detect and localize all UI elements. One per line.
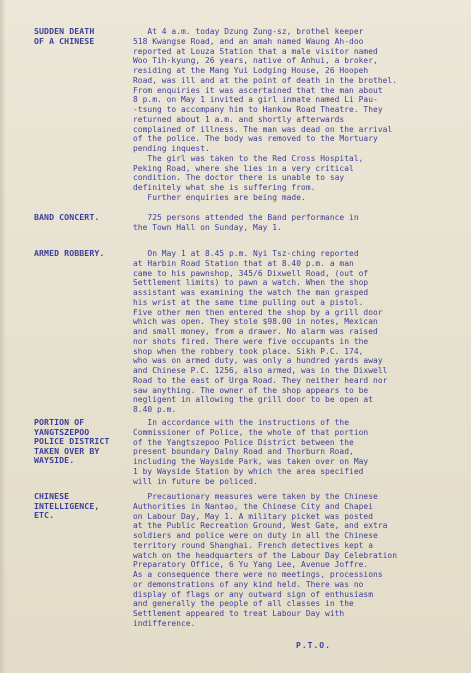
section-heading: SUDDEN DEATH OF A CHINESE — [34, 26, 95, 46]
text-line: Precautionary measures were taken by the Chinese — [133, 492, 378, 501]
text-line: Road to the east of Urga Road. They neither heard nor — [133, 375, 388, 385]
text-line: which was open. They stole $98.00 in notes, Mexican — [133, 317, 378, 327]
text-line: Settlement appeared to treat Labour Day with — [133, 609, 345, 618]
text-line: his wrist at the same time pulling out a pistol. — [133, 297, 364, 307]
text-line: residing at the Mang Yui Lodging House, 26 Hoopeh — [133, 66, 369, 75]
section-body — [133, 27, 463, 203]
text-line: Authorities in Nantao, the Chinese City and Chapei — [133, 501, 374, 511]
text-line: on Labour Day, May 1. A military picket was posted — [133, 511, 374, 521]
text-line: Road, was ill and at the point of death in the brothel. — [133, 75, 398, 85]
section-body — [133, 418, 463, 486]
text-line: Peking Road, where she lies in a very critical — [133, 163, 354, 173]
text-line: The girl was taken to the Red Cross Hospital, — [133, 153, 364, 163]
text-line: territory round Shanghai. French detectives kept a — [133, 540, 374, 550]
text-line: -tsung to accompany him to Hankow Road Theatre. They — [133, 105, 383, 114]
text-line: who was on armed duty, was only a hundred yards away — [133, 356, 383, 366]
text-line: reported at Louza Station that a male visitor named — [133, 46, 378, 56]
text-line: 8 p.m. on May 1 invited a girl inmate named Li Pau- — [133, 95, 378, 105]
text-line: Commissioner of Police, the whole of that portion — [133, 427, 369, 437]
section-body — [133, 249, 463, 415]
section-body — [133, 492, 463, 629]
text-line: watch on the headquarters of the Labour Day Celebration — [133, 550, 398, 560]
text-line: saw anything. The owner of the shop appears to be — [133, 385, 369, 395]
section-heading: ARMED ROBBERY. — [34, 248, 105, 258]
text-line: at Harbin Road Station that at 8.40 p.m. a man — [133, 258, 354, 268]
text-line: including the Wayside Park, was taken over on May — [133, 457, 369, 466]
text-line: soldiers and police were on duty in all the Chinese — [133, 531, 378, 540]
text-line: came to his pawnshop, 345/6 Dixwell Road, (out of — [133, 268, 369, 278]
section-heading: CHINESE INTELLIGENCE, ETC. — [34, 491, 100, 521]
text-line: In accordance with the instructions of the — [133, 418, 350, 427]
text-line: indifference. — [133, 618, 196, 628]
text-line: of the police. The body was removed to the Mortuary — [133, 134, 378, 144]
page-edge-shadow — [0, 0, 6, 673]
text-line: and small money, from a drawer. No alarm was raised — [133, 327, 378, 336]
text-line: pending inquest. — [133, 144, 210, 153]
text-line: the Town Hall on Sunday, May 1. — [133, 222, 282, 232]
text-line: Woo Tih-kyung, 26 years, native of Anhui, a broker, — [133, 56, 378, 66]
text-line: 518 Kwangse Road, and an amah named Waung Ah-doo — [133, 36, 364, 46]
text-line: complained of illness. The man was dead on the arrival — [133, 124, 393, 134]
text-line: Further enquiries are being made. — [133, 192, 306, 202]
text-line: shop when the robbery took place. Sikh P.C. 174, — [133, 346, 364, 356]
text-line: assistant was examining the watch the man grasped — [133, 288, 369, 297]
text-line: negligent in allowing the grill door to be open at — [133, 395, 374, 405]
text-line: 725 persons attended the Band performance in — [133, 213, 359, 222]
text-line: 1 by Wayside Station by which the area specified — [133, 466, 364, 476]
text-line: present boundary Dalny Road and Thorburn Road, — [133, 447, 354, 457]
text-line: Five other men then entered the shop by a grill door — [133, 307, 383, 317]
section-heading: BAND CONCERT. — [34, 212, 100, 222]
text-line: of the Yangtszepoo Police District between the — [133, 437, 354, 447]
text-line: From enquiries it was ascertained that the man about — [133, 85, 383, 95]
text-line: or demonstrations of any kind held. There was no — [133, 579, 364, 589]
text-line: and Chinese P.C. 1256, also armed, was in the Dixwell — [133, 366, 388, 375]
text-line: will in future be policed. — [133, 476, 258, 486]
text-line: condition. The doctor there is unable to say — [133, 173, 345, 183]
text-line: display of flags or any outward sign of enthusiasm — [133, 589, 374, 599]
text-line: 8.40 p.m. — [133, 405, 177, 414]
text-line: returned about 1 a.m. and shortly afterwards — [133, 114, 345, 124]
text-line: Preparatory Office, 6 Yu Yang Lee, Avenue Joffre. — [133, 560, 369, 570]
text-line: At 4 a.m. today Dzung Zung-sz, brothel keeper — [133, 27, 364, 36]
text-line: and generally the people of all classes in the — [133, 599, 354, 609]
text-line: definitely what she is suffering from. — [133, 183, 316, 192]
text-line: Settlement limits) to pawn a watch. When the shop — [133, 278, 369, 288]
section-body — [133, 213, 463, 233]
text-line: On May 1 at 8.45 p.m. Nyi Tsz-ching reported — [133, 249, 359, 258]
text-line: nor shots fired. There were five occupants in the — [133, 336, 369, 346]
section-heading: PORTION OF YANGTSZEPOO POLICE DISTRICT TAKEN OVER BY WAYSIDE. — [34, 417, 110, 466]
page-turn-note: P.T.O. — [296, 641, 331, 650]
text-line: As a consequence there were no meetings, processions — [133, 570, 383, 579]
text-line: at the Public Recreation Ground, West Gate, and extra — [133, 521, 388, 531]
